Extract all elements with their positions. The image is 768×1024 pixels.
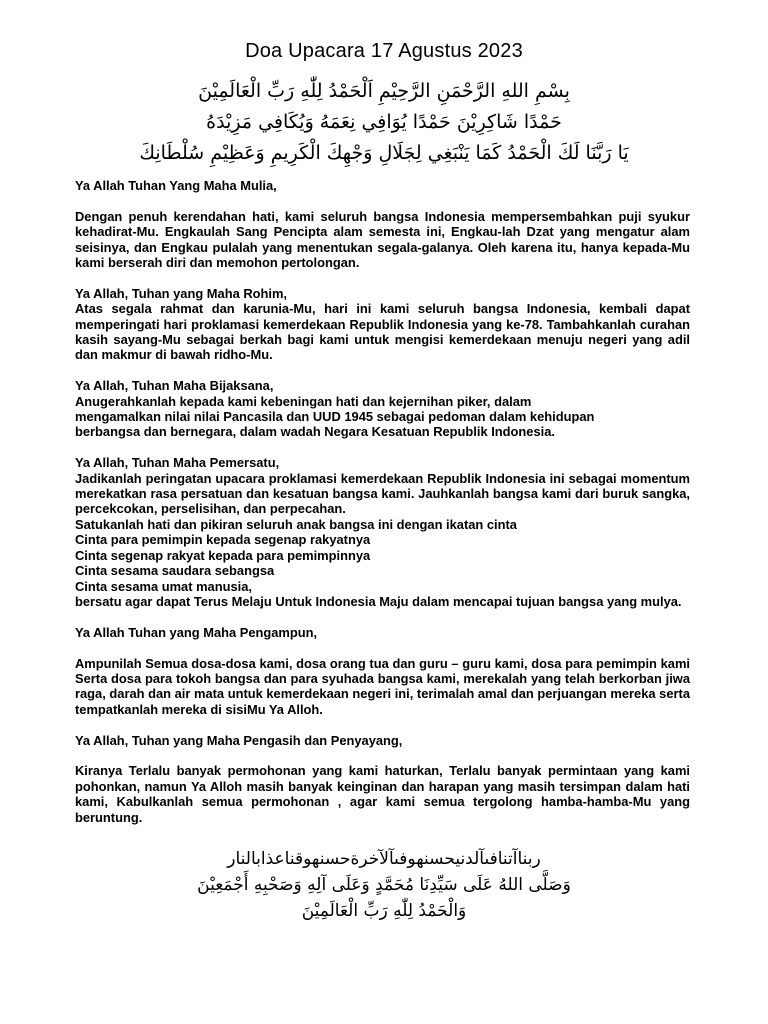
paragraph-text: Jadikanlah peringatan upacara proklamasi kemerdekaan Republik Indonesia ini sebagai momentum merekatkan rasa persatuan dan kesatuan bangsa kami. Jauhkanlah bangsa kami dari buruk sangka, percekcokan, perselisihan, dan perpecahan.	[75, 470, 690, 517]
arabic-closing-line: وَصَلَّى اللهُ عَلَى سَيِّدِنَا مُحَمَّدٍ وَعَلَى آلِهِ وَصَحْبِهِ أَجْمَعِيْنَ	[197, 875, 571, 895]
paragraph-3	[75, 378, 690, 440]
arabic-closing-prayer	[90, 846, 678, 924]
paragraph-6-body: Kiranya Terlalu banyak permohonan yang kami haturkan, Terlalu banyak permintaan yang kami pohonkan, namun Ya Alloh masih banyak keinginan dan harapan yang masih tersimpan dalam hati kami, Kabulkanlah semua permohonan , agar kami semua tergolong hamba-hamba-Mu yang beruntung.	[75, 763, 690, 825]
paragraph-5-body: Ampunilah Semua dosa-dosa kami, dosa orang tua dan guru – guru kami, dosa para pemimpin kami Serta dosa para tokoh bangsa dan para syuhada bangsa kami, merekalah yang telah berkorban jiwa raga, darah dan air mata untuk kemerdekaan negeri ini, terimalah amal dan perjuangan mereka serta tempatkanlah mereka di sisiMu Ya Alloh.	[75, 655, 690, 717]
paragraph-heading: Ya Allah, Tuhan Maha Pemersatu,	[75, 455, 280, 471]
arabic-opening-line: بِسْمِ اللهِ الرَّحْمَنِ الرَّحِيْمِ اَلْحَمْدُ لِلّٰهِ رَبِّ الْعَالَمِيْنَ	[198, 80, 570, 102]
paragraph-1-body: Dengan penuh kerendahan hati, kami seluruh bangsa Indonesia mempersembahkan puji syukur kehadirat-Mu. Engkaulah Sang Pencipta alam semesta ini, Engkau-lah Dzat yang mengatur alam seisinya, dan Engkau pulalah yang menentukan segala-galanya. Oleh karena itu, hanya kepada-Mu kami berserah diri dan memohon pertolongan.	[75, 208, 690, 271]
paragraph-text: bersatu agar dapat Terus Melaju Untuk Indonesia Maju dalam mencapai tujuan bangsa yang mulya.	[75, 593, 682, 609]
paragraph-heading: Ya Allah, Tuhan yang Maha Rohim,	[75, 285, 288, 301]
paragraph-line: berbangsa dan bernegara, dalam wadah Negara Kesatuan Republik Indonesia.	[75, 424, 555, 440]
paragraph-4	[75, 455, 690, 609]
paragraph-2	[75, 286, 690, 363]
paragraph-line: Anugerahkanlah kepada kami kebeningan hati dan kejernihan piker, dalam	[75, 393, 532, 409]
paragraph-line: Satukanlah hati dan pikiran seluruh anak bangsa ini dengan ikatan cinta	[75, 516, 517, 532]
arabic-closing-line: ربناآتنافىآلدنيحسنهوفىآلآخرةحسنهوقناعذابالنار	[227, 849, 541, 869]
arabic-opening-line: حَمْدًا شَاكِرِيْنَ حَمْدًا يُوَافِي نِعَمَهُ وَيُكَافِي مَزِيْدَهُ	[206, 111, 562, 133]
paragraph-line: Cinta sesama saudara sebangsa	[75, 563, 275, 579]
page-title: Doa Upacara 17 Agustus 2023	[245, 40, 523, 62]
paragraph-line: mengamalkan nilai nilai Pancasila dan UUD 1945 sebagai pedoman dalam kehidupan	[75, 409, 595, 425]
paragraph-1	[75, 178, 690, 193]
paragraph-5-heading: Ya Allah Tuhan yang Maha Pengampun,	[75, 624, 318, 640]
paragraph-text: Atas segala rahmat dan karunia-Mu, hari ini kami seluruh bangsa Indonesia, kembali dapat memperingati hari proklamasi kemerdekaan Republik Indonesia yang ke-78. Tambahkanlah curahan kasih sayang-Mu sebagai berkah bagi kami untuk mengisi kemerdekaan menuju negeri yang adil dan makmur di bawah ridho-Mu.	[75, 301, 690, 363]
paragraph-heading: Ya Allah, Tuhan Maha Bijaksana,	[75, 378, 274, 394]
paragraph-heading: Ya Allah Tuhan Yang Maha Mulia,	[75, 178, 277, 193]
prayer-body	[75, 178, 690, 840]
paragraph-line: Cinta sesama umat manusia,	[75, 578, 252, 594]
arabic-opening-line: يَا رَبَّنَا لَكَ الْحَمْدُ كَمَا يَنْبَغِي لِجَلَالِ وَجْهِكَ الْكَرِيمِ وَعَظِيْمِ سُلْطَانِكَ	[139, 142, 629, 164]
arabic-opening-prayer	[60, 76, 708, 169]
arabic-closing-line: وَالْحَمْدُ لِلّٰهِ رَبِّ الْعَالَمِيْنَ	[301, 901, 467, 921]
paragraph-6-heading: Ya Allah, Tuhan yang Maha Pengasih dan Penyayang,	[75, 732, 403, 748]
paragraph-line: Cinta para pemimpin kepada segenap rakyatnya	[75, 532, 371, 548]
paragraph-line: Cinta segenap rakyat kepada para pemimpinnya	[75, 547, 371, 563]
